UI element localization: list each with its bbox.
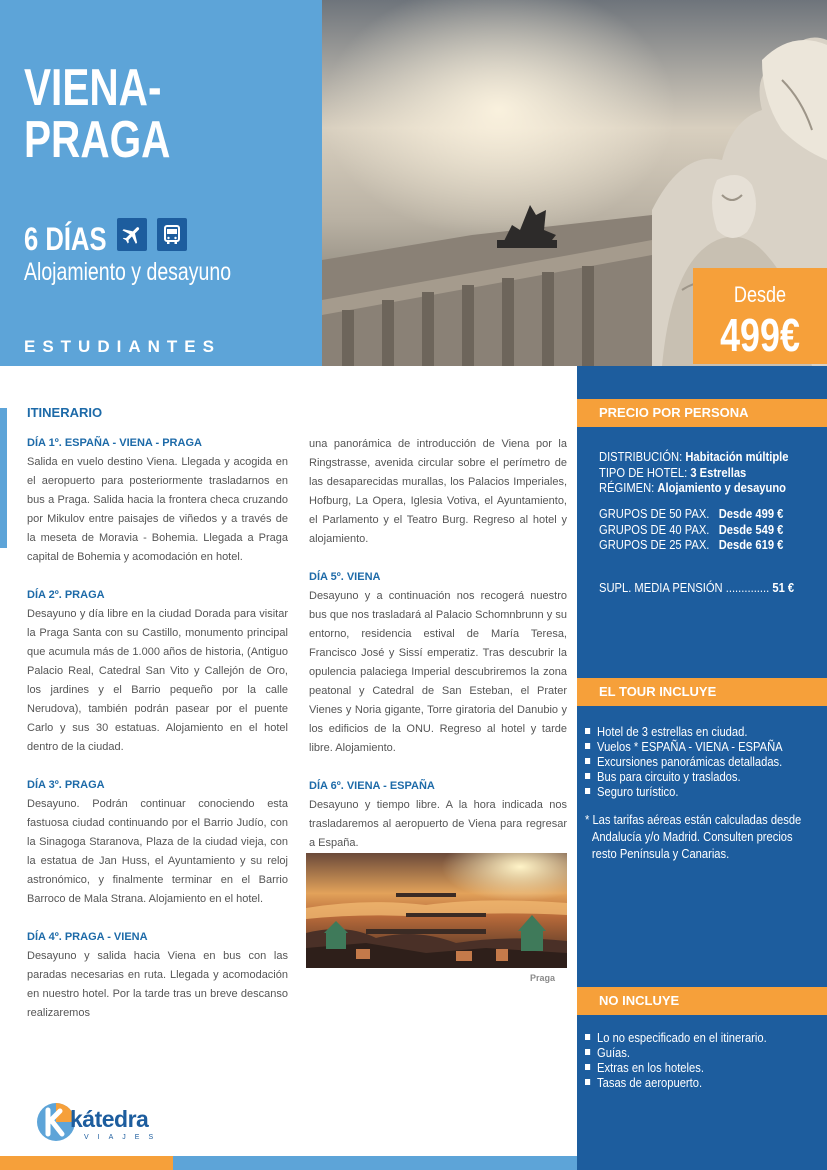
board-type: Alojamiento y desayuno — [24, 258, 232, 286]
bus-icon — [157, 218, 187, 251]
regime-value: Alojamiento y desayuno — [657, 480, 787, 495]
logo-name: kátedra — [70, 1106, 149, 1132]
list-item — [585, 1045, 767, 1060]
day-2-title: DÍA 2º. PRAGA — [27, 589, 105, 601]
bullet-icon — [585, 743, 590, 749]
fares-note — [585, 811, 815, 862]
supplement-line — [599, 580, 826, 596]
list-item — [585, 769, 783, 784]
list-item-text: Seguro turístico. — [597, 784, 679, 799]
group-price: Desde 499 € — [718, 506, 784, 521]
title-line-2: PRAGA — [24, 111, 171, 169]
day-4-title: DÍA 4º. PRAGA - VIENA — [27, 931, 148, 943]
hotel-label: TIPO DE HOTEL: — [599, 464, 688, 480]
bullet-icon — [585, 1079, 590, 1085]
supplement-value: 51 € — [772, 580, 795, 595]
photo-prague — [306, 853, 567, 968]
day-3-text: Desayuno. Podrán continuar conociendo esta fastuosa ciudad continuando por el Barrio Judío, con la Sinagoga Staranova, Plaza de la ciudad vieja, con la estatua de Jan Huss, el Ayuntamiento y su reloj astronómico, y finalmente terminar en el Barrio Barroco de Mala Strana. Alojamiento en el hotel. — [27, 798, 288, 905]
group-price-row — [599, 506, 783, 522]
price-amount: 499€ — [720, 309, 800, 361]
excludes-list — [585, 1030, 796, 1090]
list-item — [585, 1075, 767, 1090]
bullet-icon — [585, 788, 590, 794]
list-item — [585, 754, 783, 769]
group-label: GRUPOS DE 40 PAX. — [599, 521, 710, 537]
hotel-value: 3 Estrellas — [690, 464, 747, 480]
list-item — [585, 739, 783, 754]
note-line: Andalucía y/o Madrid. Consulten precios — [591, 829, 793, 844]
bullet-icon — [585, 1064, 590, 1070]
pricing-details — [599, 449, 819, 496]
day-5-title: DÍA 5º. VIENA — [309, 571, 381, 583]
day-4-text-continued: una panorámica de introducción de Viena por la Ringstrasse, avenida circular sobre el perímetro de las desaparecidas murallas, los Palacios Imperiales, Hofburg, La Opera, Iglesia Votiva, el Ayuntamiento, el Parlamento y el Teatro Burg. Regreso al hotel y alojamiento. — [309, 438, 567, 545]
day-4-text: Desayuno y salida hacia Viena en bus con las paradas necesarias en ruta. Llegada y acomodación en nuestro hotel. Por la tarde tras un breve descanso realizaremos — [27, 950, 288, 1019]
bullet-icon — [585, 773, 590, 779]
page-title — [24, 59, 250, 169]
katedra-logo — [34, 1100, 174, 1146]
list-item — [585, 1060, 767, 1075]
regime-line — [599, 480, 788, 496]
note-line: resto Península y Canarias. — [591, 846, 730, 861]
plane-icon — [117, 218, 147, 251]
title-line-1: VIENA- — [24, 59, 162, 117]
list-item — [585, 724, 783, 739]
day-1-text: Salida en vuelo destino Viena. Llegada y acogida en el aeropuerto para posteriormente trasladarnos en bus a Praga. Salida hacia la frontera checa cruzando por Mikulov entre paisajes de viñedos y a través de la meseta de Moravia - Bohemia. Llegada a Praga capital de Bohemia y acomodación en hotel. — [27, 456, 288, 563]
group-label: GRUPOS DE 50 PAX. — [599, 506, 710, 521]
bottom-strip — [0, 1156, 577, 1170]
list-item-text: Tasas de aeropuerto. — [597, 1075, 703, 1090]
list-item-text: Lo no especificado en el itinerario. — [597, 1030, 767, 1045]
day-1-title: DÍA 1º. ESPAÑA - VIENA - PRAGA — [27, 437, 202, 449]
price-badge — [693, 268, 827, 364]
includes-heading: EL TOUR INCLUYE — [577, 678, 827, 706]
itinerary-title: ITINERARIO — [27, 405, 103, 420]
day-3-title: DÍA 3º. PRAGA — [27, 779, 105, 791]
note-line: * Las tarifas aéreas están calculadas desde — [585, 812, 802, 827]
group-price-row — [599, 537, 783, 553]
list-item-text: Vuelos * ESPAÑA - VIENA - ESPAÑA — [597, 739, 783, 754]
group-price-row — [599, 522, 783, 538]
day-6-title: DÍA 6º. VIENA - ESPAÑA — [309, 780, 435, 792]
itinerary-column-right — [309, 435, 567, 853]
bullet-icon — [585, 1034, 590, 1040]
hero-banner — [0, 0, 322, 366]
day-5-text: Desayuno y a continuación nos recogerá nuestro bus que nos trasladará al Palacio Schomnbrunn y su entorno, residencia estival de María Teresa, Francisco José y Sissí emperatiz. Tras descubrir la opulencia palaciega Imperial descubriremos la zona peatonal y Catedral de San Esteban, el Prater Vienes y Noria gigante, Torre giratoria del Danubio y los edificios de la ONU. Regreso al hotel y tarde libre. Alojamiento. — [309, 590, 567, 754]
pricing-heading: PRECIO POR PERSONA — [577, 399, 827, 427]
excludes-heading: NO INCLUYE — [577, 987, 827, 1015]
bullet-icon — [585, 728, 590, 734]
day-6-text: Desayuno y tiempo libre. A la hora indicada nos trasladaremos al aeropuerto de Viena para regresar a España. — [309, 799, 567, 849]
group-price: Desde 619 € — [718, 537, 784, 552]
price-from-label: Desde — [733, 282, 787, 307]
list-item-text: Hotel de 3 estrellas en ciudad. — [597, 724, 748, 739]
group-label: GRUPOS DE 25 PAX. — [599, 537, 710, 552]
itinerary-column-left — [27, 434, 288, 1023]
includes-list — [585, 724, 815, 799]
audience-label: ESTUDIANTES — [24, 337, 221, 356]
distribution-label: DISTRIBUCIÓN: — [599, 449, 683, 464]
regime-label: RÉGIMEN: — [599, 480, 655, 495]
bullet-icon — [585, 758, 590, 764]
list-item — [585, 1030, 767, 1045]
photo-caption: Praga — [529, 973, 555, 983]
trip-duration: 6 DÍAS — [24, 221, 107, 257]
supplement-row — [599, 580, 794, 596]
hotel-line — [599, 465, 788, 481]
group-price: Desde 549 € — [718, 521, 784, 537]
group-prices — [599, 506, 813, 553]
distribution-line — [599, 449, 788, 465]
distribution-value: Habitación múltiple — [685, 449, 789, 464]
accent-bar — [0, 408, 7, 548]
list-item — [585, 784, 783, 799]
bullet-icon — [585, 1049, 590, 1055]
list-item-text: Extras en los hoteles. — [597, 1060, 704, 1075]
list-item-text: Excursiones panorámicas detalladas. — [597, 754, 783, 769]
list-item-text: Bus para circuito y traslados. — [597, 769, 741, 784]
supplement-label: SUPL. MEDIA PENSIÓN .............. — [599, 580, 770, 595]
day-2-text: Desayuno y día libre en la ciudad Dorada para visitar la Praga Santa con su Castillo, monumento principal que acumula más de 1.000 años de historia, (Antiguo Palacio Real, Catedral San Vito y Callejón de Oro, los jardines y el Barrio pequeño por la calle Nerudova), también podrán pasear por el puente Carlo y sus 30 estatuas. Alojamiento en el hotel dentro de la ciudad. — [27, 608, 288, 753]
logo-subtitle: VIAJES — [84, 1134, 163, 1141]
list-item-text: Guías. — [597, 1045, 630, 1060]
